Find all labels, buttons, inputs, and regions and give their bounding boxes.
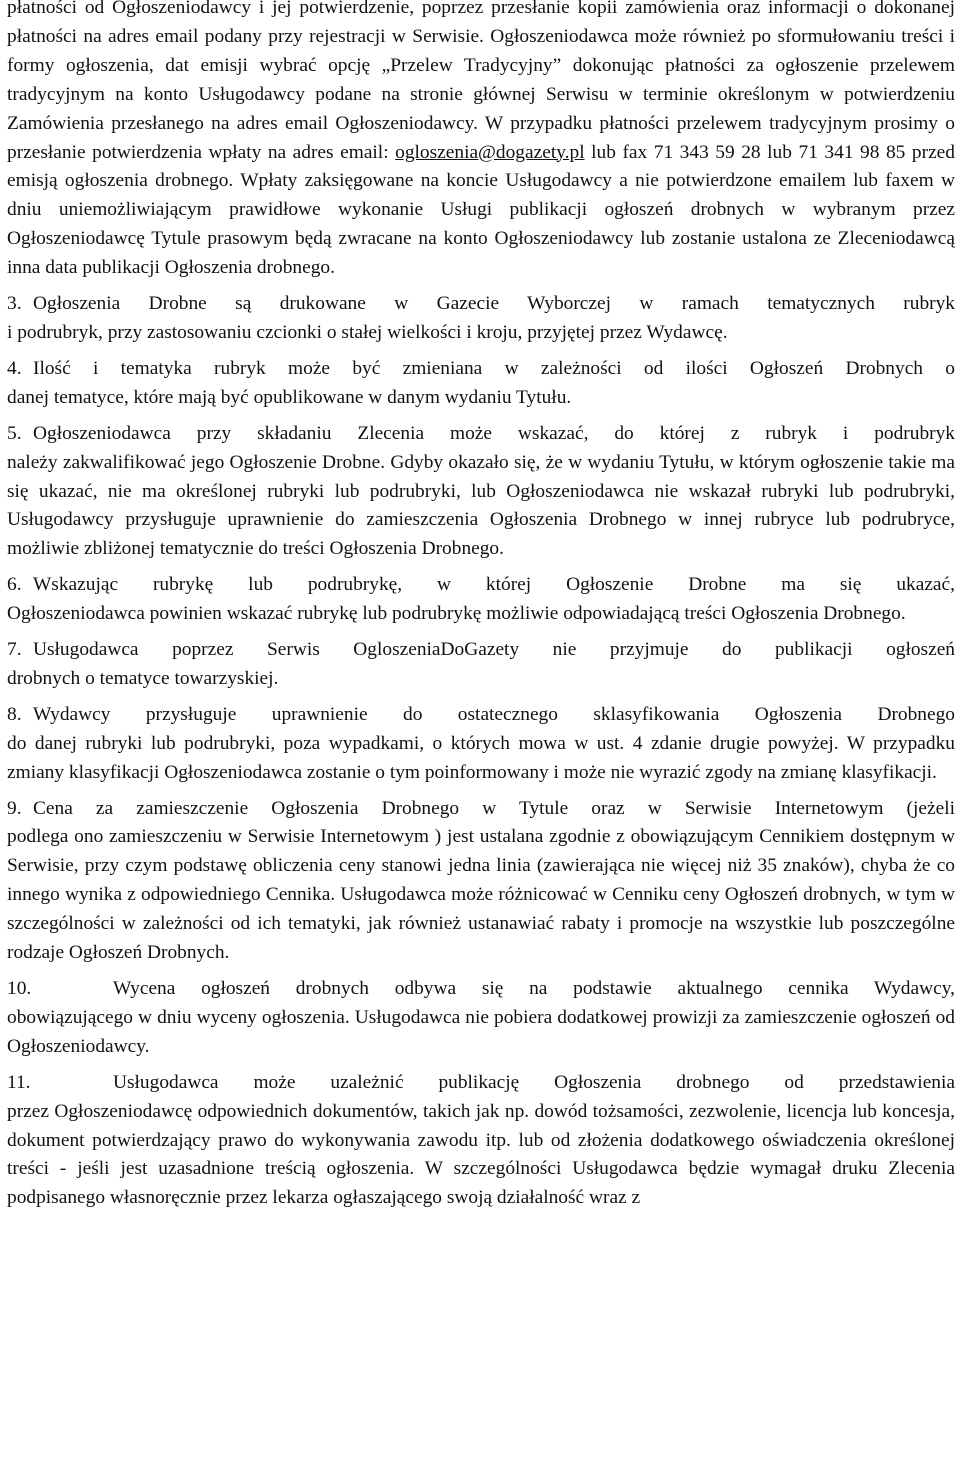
list-item-10 (7, 975, 955, 1062)
item-continuation: do danej rubryki lub podrubryki, poza wypadkami, o których mowa w ust. 4 zdanie drugie powyżej. W przypadku zmiany klasyfikacji Ogłoszeniodawca zostanie o tym poinformowany i może nie wyrazić zgody na zmianę klasyfikacji. (7, 732, 955, 783)
item-number: 7. (7, 639, 22, 661)
item-continuation: drobnych o tematyce towarzyskiej. (7, 667, 279, 689)
list-item-9 (7, 795, 955, 968)
item-first-line: Ilość i tematyka rubryk może być zmieniana w zależności od ilości Ogłoszeń Drobnych o (33, 357, 955, 379)
item-number: 3. (7, 293, 22, 315)
intro-paragraph (7, 0, 955, 283)
item-first-line: Wskazując rubrykę lub podrubrykę, w której Ogłoszenie Drobne ma się ukazać, (33, 574, 955, 596)
list-item-8 (7, 701, 955, 788)
item-number: 10. (7, 978, 32, 999)
intro-text-part1: płatności od Ogłoszeniodawcy i jej potwierdzenie, poprzez przesłanie kopii zamówienia oraz informacji o dokonanej płatności na adres email podany przy rejestracji w Serwisie. Ogłoszeniodawca może również po sformułowaniu treści i formy ogłoszenia, dat emisji wybrać opcję „Przelew Tradycyjny” dokonując płatności za ogłoszenie przelewem tradycyjnym na konto Usługodawcy podane na stronie głównej Serwisu w terminie określonym w potwierdzeniu Zamówienia przesłanego na adres email Ogłoszeniodawcy. W przypadku płatności przelewem tradycyjnym prosimy o przesłanie potwierdzenia wpłaty na adres email: (7, 0, 955, 163)
list-item-3 (7, 290, 955, 348)
intro-text-part2: lub fax 71 343 59 28 lub 71 341 98 85 przed emisją ogłoszenia drobnego. Wpłaty zaksięgowane na koncie Usługodawcy a nie potwierdzone emailem lub faxem w dniu uniemożliwiającym prawidłowe wykonanie Usługi publikacji ogłoszeń drobnych w wybranym przez Ogłoszeniodawcę Tytule prasowym będą zwracane na konto Ogłoszeniodawcy lub zostanie ustalona ze Zleceniodawcą inna data publikacji Ogłoszenia drobnego. (7, 141, 955, 279)
item-first-line: Usługodawca poprzez Serwis OgloszeniaDoGazety nie przyjmuje do publikacji ogłoszeń (33, 639, 955, 661)
item-first-line: Ogłoszeniodawca przy składaniu Zlecenia może wskazać, do której z rubryk i podrubryk (33, 422, 955, 444)
item-text (7, 355, 955, 413)
item-text (7, 795, 955, 968)
email-link[interactable]: ogloszenia@dogazety.pl (395, 141, 585, 163)
item-number: 4. (7, 357, 22, 379)
item-continuation: przez Ogłoszeniodawcę odpowiednich dokumentów, takich jak np. dowód tożsamości, zezwolenie, licencja lub koncesja, dokument potwierdzający prawo do wykonywania zawodu itp. lub od złożenia dodatkowego oświadczenia określonej treści - jeśli jest uzasadnione treścią ogłoszenia. W szczególności Usługodawca będzie wymagał druku Zlecenia podpisanego własnoręcznie przez lekarza ogłaszającego swoją działalność wraz z (7, 1100, 955, 1209)
item-continuation: danej tematyce, które mają być opublikowane w danym wydaniu Tytułu. (7, 386, 572, 408)
item-number: 9. (7, 797, 22, 819)
item-continuation: i podrubryk, przy zastosowaniu czcionki o stałej wielkości i kroju, przyjętej przez Wydawcę. (7, 321, 728, 343)
item-first-line: Wycena ogłoszeń drobnych odbywa się na podstawie aktualnego cennika Wydawcy, (113, 978, 955, 999)
item-continuation: należy zakwalifikować jego Ogłoszenie Drobne. Gdyby okazało się, że w wydaniu Tytułu, w którym ogłoszenie takie ma się ukazać, nie ma określonej rubryki lub podrubryki, lub Ogłoszeniodawca nie wskazał rubryki lub podrubryki, Usługodawcy przysługuje uprawnienie do zamieszczenia Ogłoszenia Drobnego w innej rubryce lub podrubryce, możliwie zbliżonej tematycznie do treści Ogłoszenia Drobnego. (7, 451, 955, 560)
item-number: 6. (7, 574, 22, 596)
list-item-5 (7, 420, 955, 565)
item-number: 11. (7, 1071, 31, 1093)
item-continuation: Ogłoszeniodawca powinien wskazać rubrykę lub podrubrykę możliwie odpowiadającą treści Ogłoszenia Drobnego. (7, 603, 906, 625)
item-first-line: Wydawcy przysługuje uprawnienie do ostatecznego sklasyfikowania Ogłoszenia Drobnego (33, 703, 955, 725)
item-continuation: obowiązującego w dniu wyceny ogłoszenia. Usługodawca nie pobiera dodatkowej prowizji za zamieszczenie ogłoszeń od Ogłoszeniodawcy. (7, 1006, 955, 1057)
item-text (7, 290, 955, 348)
item-first-line: Ogłoszenia Drobne są drukowane w Gazecie Wyborczej w ramach tematycznych rubryk (33, 293, 955, 315)
item-number: 5. (7, 422, 22, 444)
list-item-7 (7, 636, 955, 694)
item-text (7, 420, 955, 565)
list-item-6 (7, 571, 955, 629)
item-continuation: podlega ono zamieszczeniu w Serwisie Internetowym ) jest ustalana zgodnie z obowiązującym Cennikiem dostępnym w Serwisie, przy czym podstawę obliczenia ceny stanowi jedna linia (zawierająca nie więcej niż 35 znaków), chyba że co innego wynika z odpowiedniego Cennika. Usługodawca może różnicować w Cenniku ceny Ogłoszeń drobnych, w tym w szczególności w zależności od ich tematyki, jak również ustanawiać rabaty i promocje na wszystkie lub poszczególne rodzaje Ogłoszeń Drobnych. (7, 826, 955, 964)
list-item-4 (7, 355, 955, 413)
item-text (7, 636, 955, 694)
item-first-line: Cena za zamieszczenie Ogłoszenia Drobnego w Tytule oraz w Serwisie Internetowym (jeżeli (33, 797, 955, 819)
item-first-line: Usługodawca może uzależnić publikację Ogłoszenia drobnego od przedstawienia (113, 1071, 955, 1093)
item-text (7, 571, 955, 629)
item-text (7, 701, 955, 788)
item-number: 8. (7, 703, 22, 725)
list-item-11 (7, 1069, 955, 1214)
